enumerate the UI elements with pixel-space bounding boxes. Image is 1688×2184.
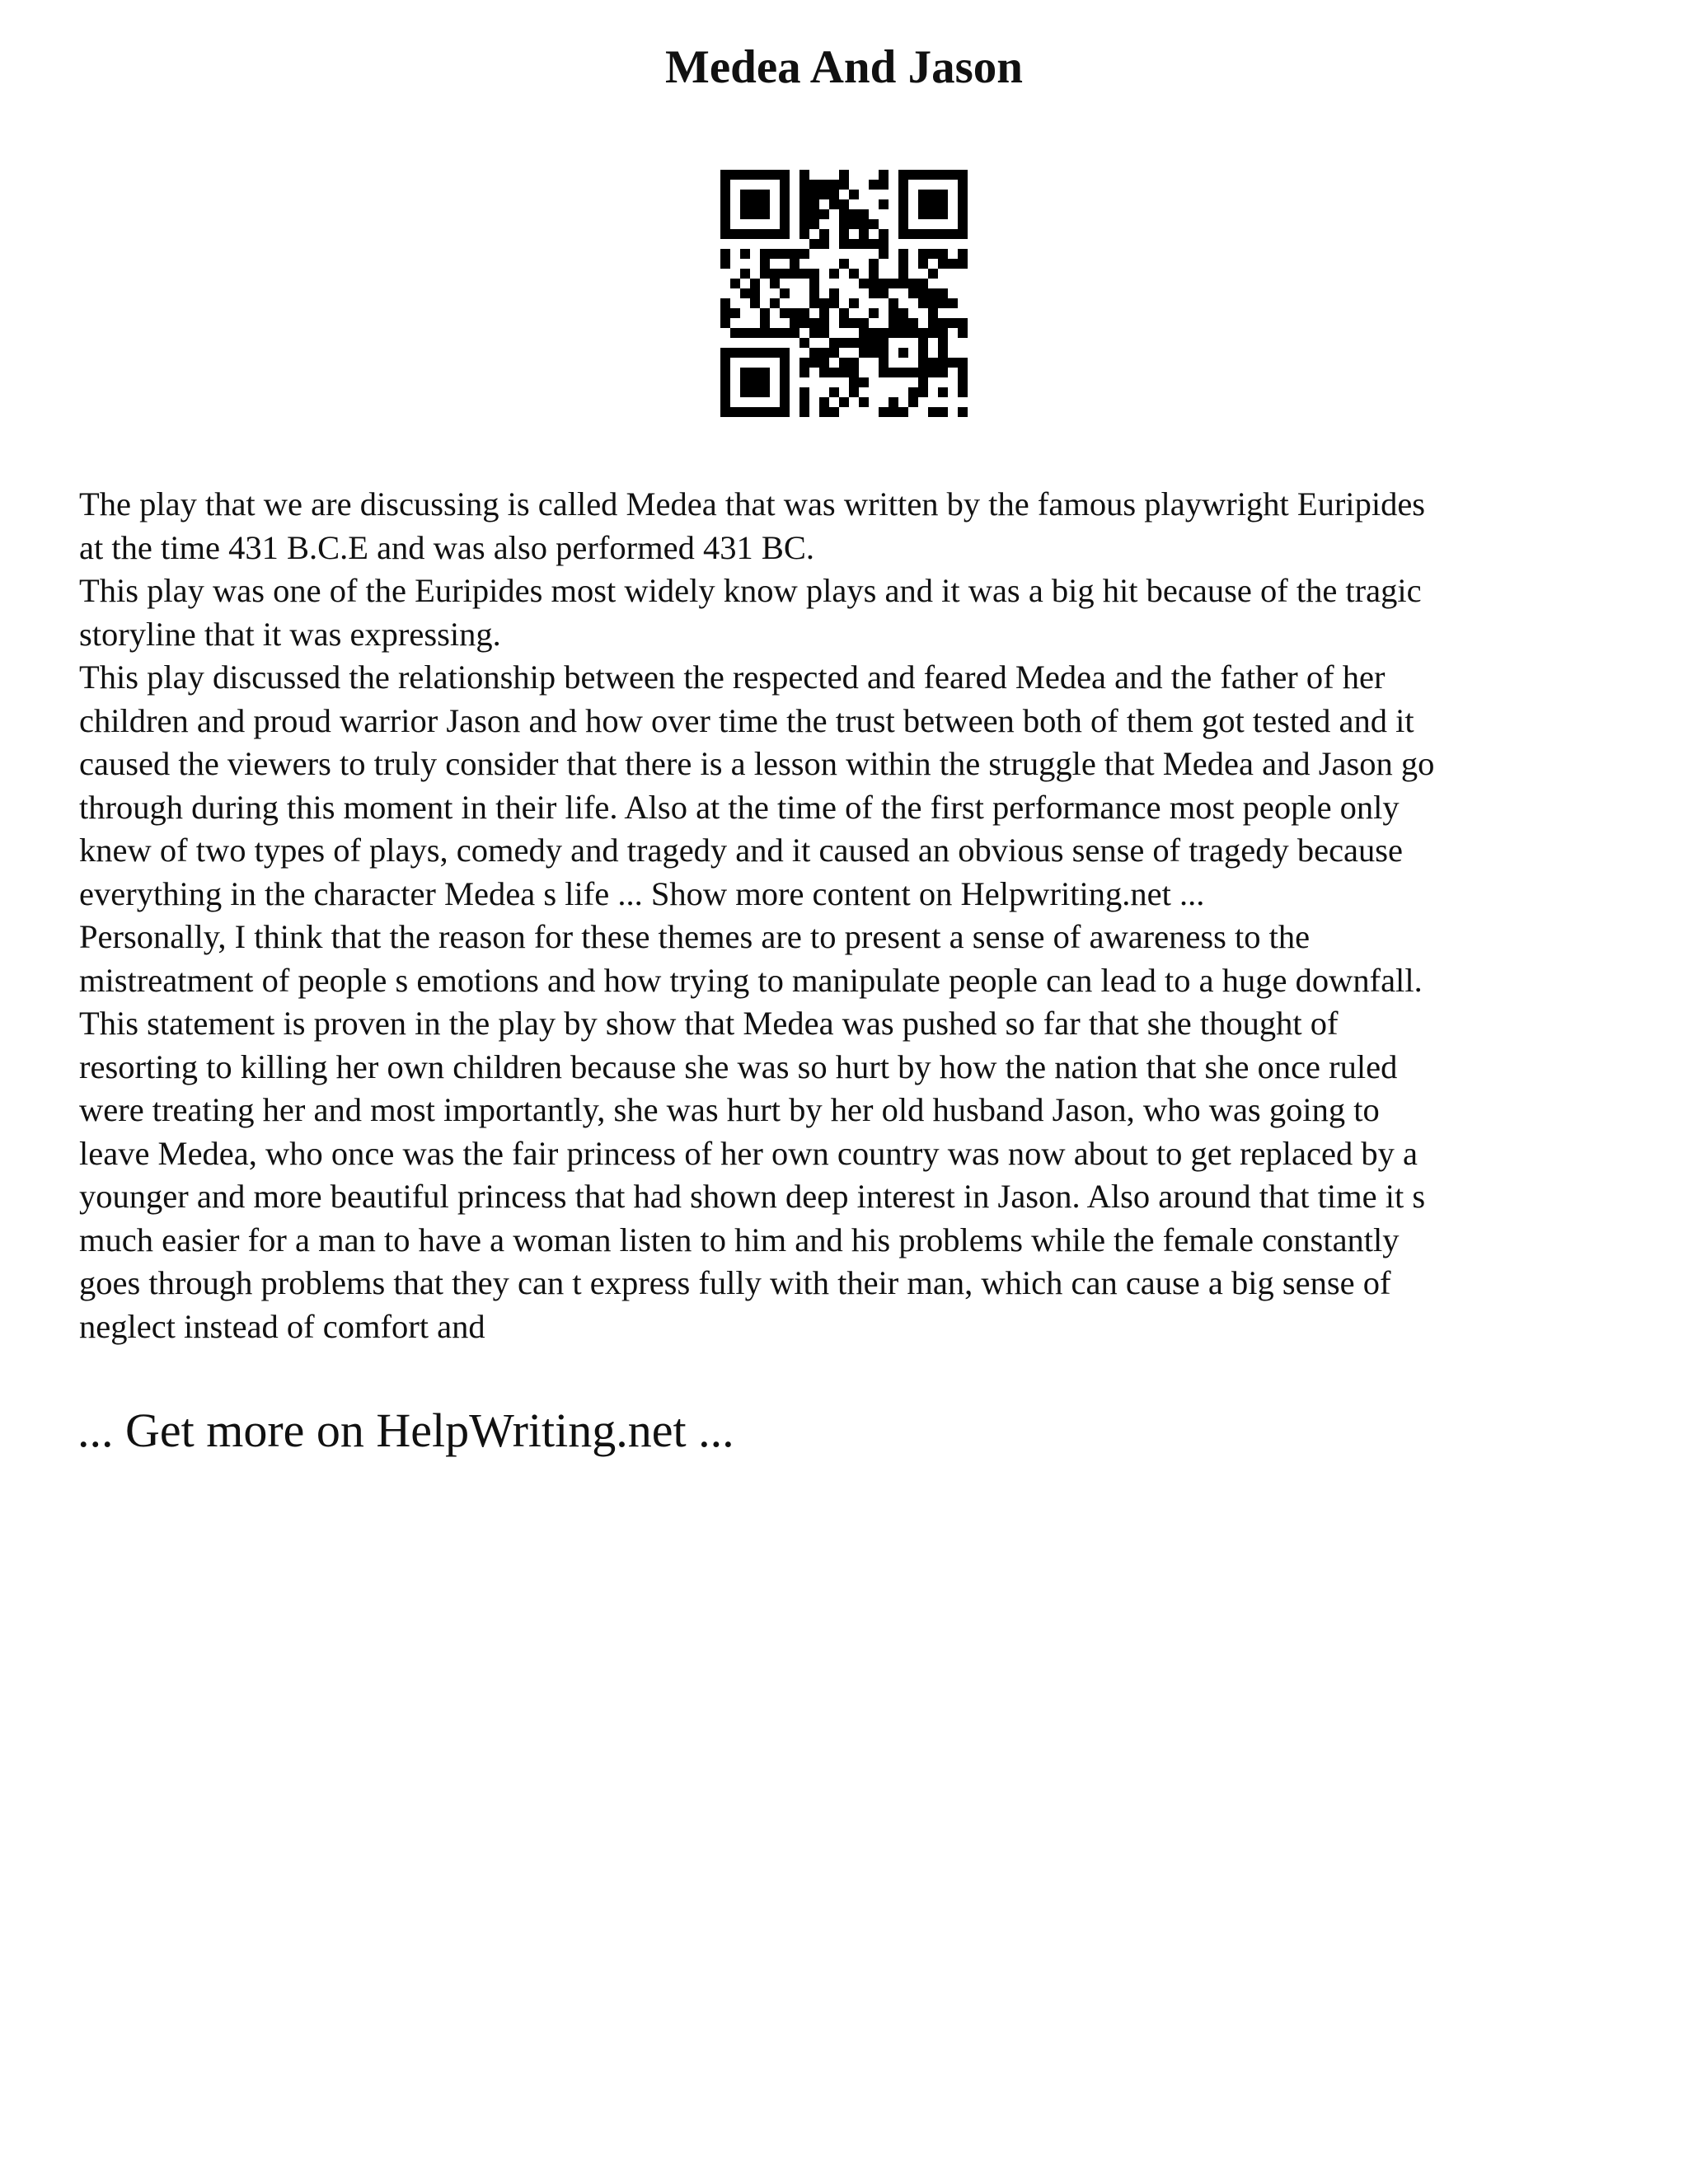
article-line: caused the viewers to truly consider that there is a lesson within the struggle that Medea and Jason go: [79, 745, 1435, 782]
article-body: [79, 483, 1629, 1348]
qr-code-icon: [720, 170, 968, 417]
article-line: The play that we are discussing is called Medea that was written by the famous playwright Euripides: [79, 485, 1426, 523]
article-line: leave Medea, who once was the fair princess of her own country was now about to get replaced by a: [79, 1134, 1418, 1172]
article-line: through during this moment in their life. Also at the time of the first performance most people only: [79, 788, 1400, 826]
article-line: much easier for a man to have a woman listen to him and his problems while the female constantly: [79, 1221, 1400, 1258]
article-line: This statement is proven in the play by show that Medea was pushed so far that she thought of: [79, 1005, 1339, 1042]
article-line: resorting to killing her own children because she was so hurt by how the nation that she once ruled: [79, 1047, 1398, 1085]
article-line: goes through problems that they can t express fully with their man, which can cause a big sense of: [79, 1264, 1391, 1301]
article-line: storyline that it was expressing.: [79, 615, 501, 653]
article-line: everything in the character Medea s life ... Show more content on Helpwriting.net ...: [79, 874, 1205, 912]
get-more-link[interactable]: ... Get more on HelpWriting.net ...: [77, 1404, 734, 1457]
article-line: knew of two types of plays, comedy and tragedy and it caused an obvious sense of tragedy because: [79, 832, 1404, 869]
article-line: younger and more beautiful princess that had shown deep interest in Jason. Also around that time it s: [79, 1178, 1426, 1215]
article-line: This play was one of the Euripides most widely know plays and it was a big hit because of the tragic: [79, 572, 1422, 609]
article-line: neglect instead of comfort and: [79, 1307, 485, 1345]
article-line: were treating her and most importantly, she was hurt by her old husband Jason, who was going to: [79, 1091, 1380, 1128]
article-line: Personally, I think that the reason for these themes are to present a sense of awareness to the: [79, 918, 1311, 955]
article-line: at the time 431 B.C.E and was also performed 431 BC.: [79, 528, 814, 566]
article-line: children and proud warrior Jason and how over time the trust between both of them got tested and it: [79, 701, 1414, 739]
article-line: This play discussed the relationship between the respected and feared Medea and the father of her: [79, 658, 1386, 696]
page-title: Medea And Jason: [665, 41, 1023, 93]
article-line: mistreatment of people s emotions and how trying to manipulate people can lead to a huge downfall.: [79, 961, 1423, 999]
